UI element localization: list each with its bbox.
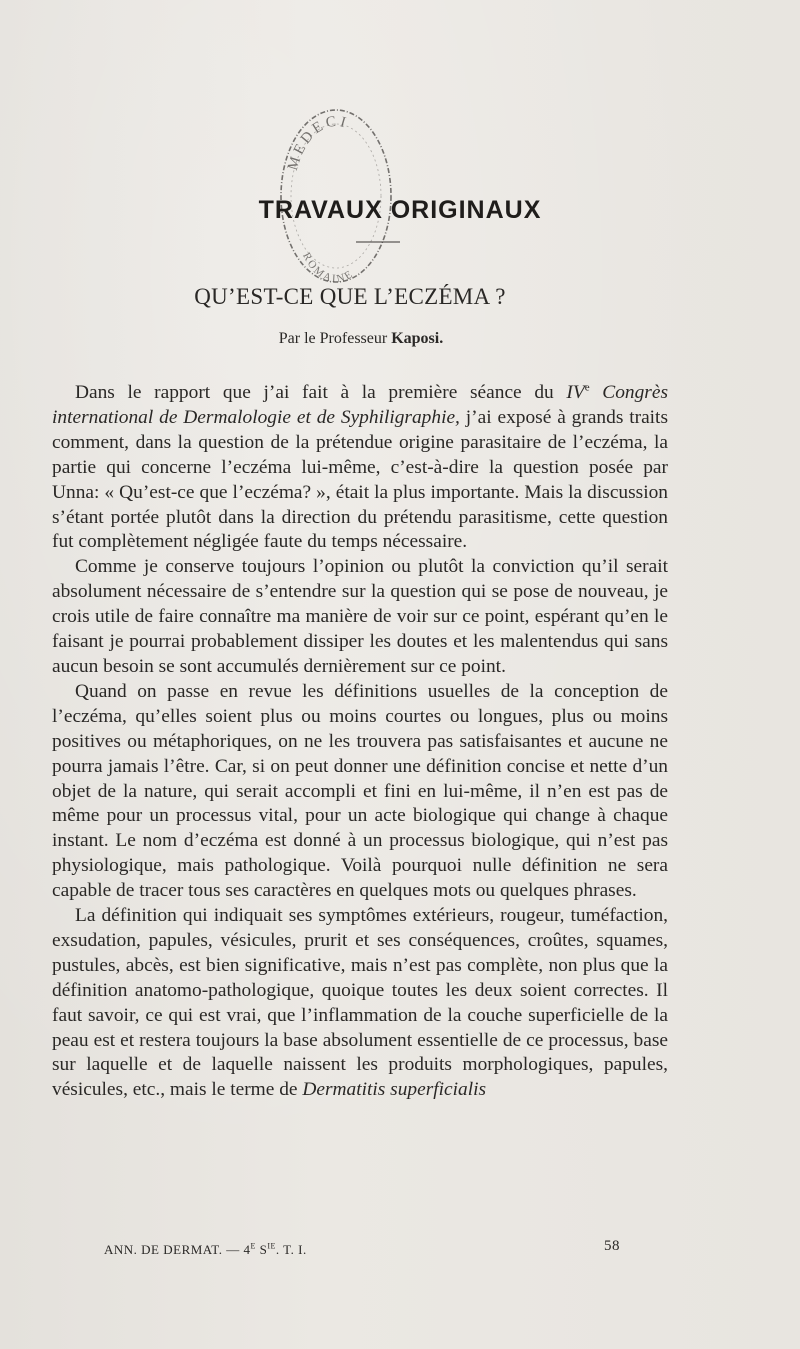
article-title: QU’EST-CE QUE L’ECZÉMA ?: [194, 284, 506, 309]
paragraph-2: Comme je conserve toujours l’opinion ou plutôt la conviction qu’il serait absolument nécessaire de s’entendre sur la question qui se pose de nouveau, je crois utile de faire connaître ma manière de voir sur ce point, espérant qu’en le faisant je pourrai probablement dissiper les doutes et les malentendus qui sans aucun besoin se sont accumulés dernièrement sur ce point.: [52, 556, 668, 677]
byline: [0, 330, 722, 348]
article-body: [52, 381, 668, 1103]
journal-reference: ANN. DE DERMAT. — 4e $S^{ie}$. T. I.: [104, 1240, 307, 1258]
byline-author: Kaposi.: [391, 330, 444, 347]
byline-prefix: Par le Professeur: [278, 330, 388, 347]
dermatitis-term: Dermatitis superficialis: [302, 1079, 487, 1101]
congress-number: IV: [566, 382, 585, 403]
library-stamp: [272, 100, 400, 290]
svg-text:MEDECI: [285, 113, 350, 172]
paragraph-1: Dans le rapport que j’ai fait à la première séance du IVe Congrès international de Dermalologie et de Syphiligraphie, j’ai exposé à grands traits comment, dans la question de la prétendue origine parasitaire de l’eczéma, la partie qui concerne l’eczéma lui-même, c’est-à-dire la question posée par Unna: « Qu’est-ce que l’eczéma? », était la plus importante. Mais la discussion s’étant portée plutôt dans la direction du prétendu parasitisme, cette question fut complètement négligée faute du temps nécessaire.: [52, 381, 668, 553]
stamp-bottom-text: ROMAINE: [300, 250, 357, 286]
stamp-top-text: MEDECI: [284, 113, 351, 173]
congress-name: Congrès international de Dermalologie et de Syphiligraphie,: [52, 382, 668, 428]
paragraph-4: La définition qui indiquait ses symptômes extérieurs, rougeur, tuméfaction, exsudation, papules, vésicules, prurit et ses conséquences, croûtes, squames, pustules, abcès, est bien significative, mais n’est pas complète, non plus que la définition anatomo-pathologique, quoique toutes les deux soient correctes. Il faut savoir, ce qui est vrai, que l’inflammation de la couche superficielle de la peau est et restera toujours la base absolument essentielle de ce processus, base sur laquelle et de laquelle naissent les produits morphologiques, papules, vésicules, etc., mais le terme de Dermatitis superficialis: [52, 905, 668, 1101]
page-number: 58: [604, 1238, 620, 1254]
paragraph-3: Quand on passe en revue les définitions usuelles de la conception de l’eczéma, qu’elles soient plus ou moins courtes ou longues, plus ou moins positives ou métaphoriques, on ne les trouvera pas satisfaisantes et aucune ne pourra jamais l’être. Car, si on peut donner une définition concise et nette d’un objet de la nature, qui serait accompli et fini en lui-même, il n’en est pas de même pour un processus vital, pour un acte biologique qui change à chaque instant. Le nom d’eczéma est donné à un processus biologique, qui n’est pas physiologique, mais pathologique. Voilà pourquoi nulle définition ne sera capable de tracer tous ses caractères en quelques mots ou quelques phrases.: [52, 680, 668, 902]
page-footer: [104, 1240, 620, 1258]
svg-text:ROMAINE: [300, 251, 356, 286]
section-heading: TRAVAUX ORIGINAUX: [258, 196, 542, 224]
